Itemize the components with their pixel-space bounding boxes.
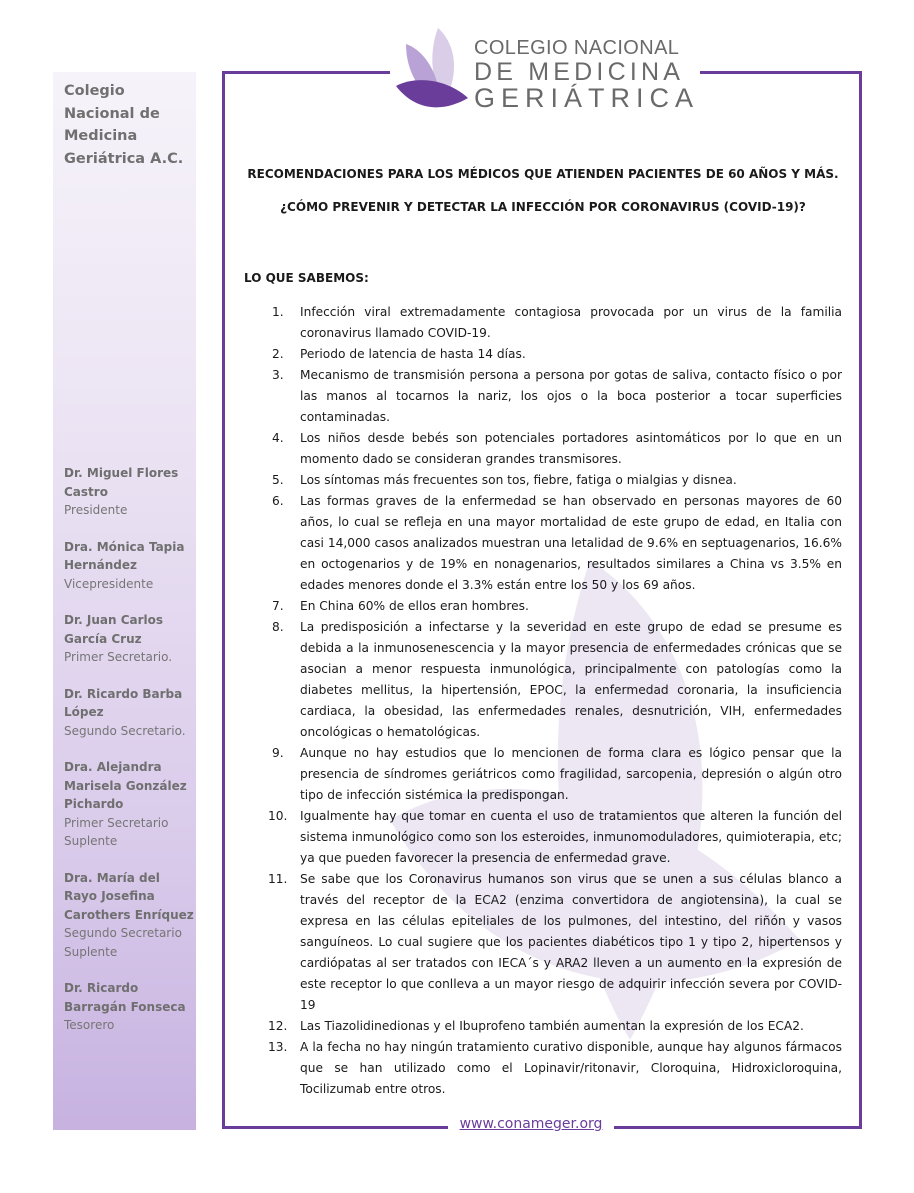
board-member: [64, 685, 196, 741]
member-role: Segundo Secretario.: [64, 723, 186, 738]
document-title: RECOMENDACIONES PARA LOS MÉDICOS QUE ATIENDEN PACIENTES DE 60 AÑOS Y MÁS.: [247, 167, 839, 181]
section-heading: LO QUE SABEMOS:: [244, 271, 369, 285]
document-body: [244, 165, 842, 1100]
item-number: 8.: [272, 620, 284, 634]
list-item: [244, 1016, 842, 1037]
item-text: Aunque no hay estudios que lo mencionen de forma clara es lógico pensar que la presencia de síndromes geriátricos como fragilidad, sarcopenia, depresión o algún otro tipo de infección sistémica la predispongan.: [300, 746, 842, 802]
item-number: 4.: [272, 431, 284, 445]
member-role: Vicepresidente: [64, 576, 154, 591]
item-text: Se sabe que los Coronavirus humanos son virus que se unen a sus células blanco a través del receptor de la ECA2 (enzima convertidora de angiotensina), la cual se expresa en las células epiteliales de los pulmones, del intestino, del riñón y vasos sanguíneos. Lo cual sugiere que los pacientes diabéticos tipo 1 y tipo 2, hipertensos y cardiópatas al ser tratados con IECA´s y ARA2 lleven a un aumento en la expresión de este receptor lo que conlleva a un mayor riesgo de adquirir infección severa por COVID-19: [300, 872, 842, 1012]
board-member: [64, 869, 196, 962]
item-number: 12.: [268, 1019, 288, 1033]
list-item: [244, 470, 842, 491]
member-role: Tesorero: [64, 1018, 115, 1032]
header-logo: [394, 24, 700, 120]
list-item: [244, 365, 842, 428]
logo-line2: DE MEDICINA: [474, 58, 685, 86]
item-number: 2.: [272, 347, 284, 361]
item-number: 3.: [272, 368, 284, 382]
list-item: [244, 302, 842, 344]
member-name: Dr. Juan Carlos García Cruz: [64, 613, 164, 646]
board-members-list: [64, 464, 196, 1053]
member-name: Dr. Ricardo Barragán Fonseca: [64, 981, 186, 1014]
item-text: A la fecha no hay ningún tratamiento curativo disponible, aunque hay algunos fármacos que se han utilizado como el Lopinavir/ritonavir, Cloroquina, Hidroxicloroquina, Tocilizumab entre otros.: [300, 1040, 842, 1096]
item-number: 7.: [272, 599, 284, 613]
member-role: Presidente: [64, 503, 128, 517]
list-item: [244, 1037, 842, 1100]
facts-list: [244, 302, 842, 1100]
item-text: Mecanismo de transmisión persona a persona por gotas de saliva, contacto físico o por las manos al tocarnos la nariz, los ojos o la boca posterior a tocar superficies contaminadas.: [300, 368, 842, 424]
member-role: Segundo Secretario Suplente: [64, 926, 182, 959]
board-member: [64, 611, 196, 667]
item-number: 9.: [272, 746, 284, 760]
member-name: Dra. María del Rayo Josefina Carothers Enríquez: [64, 870, 194, 922]
item-text: En China 60% de ellos eran hombres.: [300, 599, 529, 613]
sidebar-org-name: Colegio Nacional de Medicina Geriátrica A.C.: [64, 83, 184, 167]
list-item: [244, 344, 842, 365]
logo-line3: GERIÁTRICA: [474, 83, 700, 113]
list-item: [244, 617, 842, 743]
item-number: 5.: [272, 473, 284, 487]
item-text: La predisposición a infectarse y la severidad en este grupo de edad se presume es debida a la inmunosenescencia y la mayor presencia de enfermedades crónicas que se asocian a menor respuesta inmunológica, principalmente con patologías como la diabetes mellitus, la hipertensión, EPOC, la enfermedad coronaria, la insuficiencia cardiaca, la obesidad, las enfermedades renales, desnutrición, VIH, enfermedades oncológicas o hematológicas.: [300, 620, 842, 739]
list-item: [244, 743, 842, 806]
item-text: Las formas graves de la enfermedad se han observado en personas mayores de 60 años, lo cual se refleja en una mayor mortalidad de este grupo de edad, en Italia con casi 14,000 casos analizados muestran una letalidad de 9.6% en septuagenarios, 16.6% en octogenarios y de 19% en nonagenarios, resultados similares a China vs 3.5% en edades menores donde el 3.3% están entre los 50 y los 69 años.: [300, 494, 842, 592]
logo-petal-icon: [394, 24, 478, 120]
member-name: Dra. Mónica Tapia Hernández: [64, 539, 185, 572]
member-name: Dra. Alejandra Marisela González Pichardo: [64, 760, 187, 811]
member-role: Primer Secretario Suplente: [64, 815, 169, 848]
item-text: Las Tiazolidinedionas y el Ibuprofeno también aumentan la expresión de los ECA2.: [300, 1019, 804, 1033]
item-text: Los niños desde bebés son potenciales portadores asintomáticos por lo que en un momento dado se consideran grandes transmisores.: [300, 431, 842, 466]
item-number: 6.: [272, 494, 284, 508]
item-number: 1.: [272, 305, 284, 319]
document-subtitle: ¿CÓMO PREVENIR Y DETECTAR LA INFECCIÓN POR CORONAVIRUS (COVID-19)?: [280, 200, 806, 214]
board-member: [64, 979, 196, 1035]
item-number: 13.: [268, 1040, 288, 1054]
board-member: [64, 538, 196, 594]
logo-wordmark: [474, 38, 699, 112]
item-text: Los síntomas más frecuentes son tos, fiebre, fatiga o mialgias y disnea.: [300, 473, 737, 487]
list-item: [244, 491, 842, 596]
item-text: Igualmente hay que tomar en cuenta el uso de tratamientos que alteren la función del sistema inmunológico como son los esteroides, inmunomoduladores, quimioterapia, etc; ya que pueden favorecer la presencia de enfermedad grave.: [300, 809, 842, 865]
list-item: [244, 596, 842, 617]
item-number: 11.: [268, 872, 288, 886]
logo-line1: COLEGIO NACIONAL: [474, 37, 680, 59]
item-number: 10.: [268, 809, 288, 823]
list-item: [244, 806, 842, 869]
member-name: Dr. Miguel Flores Castro: [64, 466, 179, 499]
list-item: [244, 428, 842, 470]
board-member: [64, 464, 196, 520]
website-link[interactable]: www.conameger.org: [459, 1116, 603, 1132]
sidebar: [53, 72, 196, 1130]
board-member: [64, 758, 196, 851]
member-role: Primer Secretario.: [64, 650, 173, 664]
item-text: Periodo de latencia de hasta 14 días.: [300, 347, 526, 361]
list-item: [244, 869, 842, 1016]
member-name: Dr. Ricardo Barba López: [64, 686, 183, 719]
item-text: Infección viral extremadamente contagiosa provocada por un virus de la familia coronavirus llamado COVID-19.: [300, 305, 842, 340]
